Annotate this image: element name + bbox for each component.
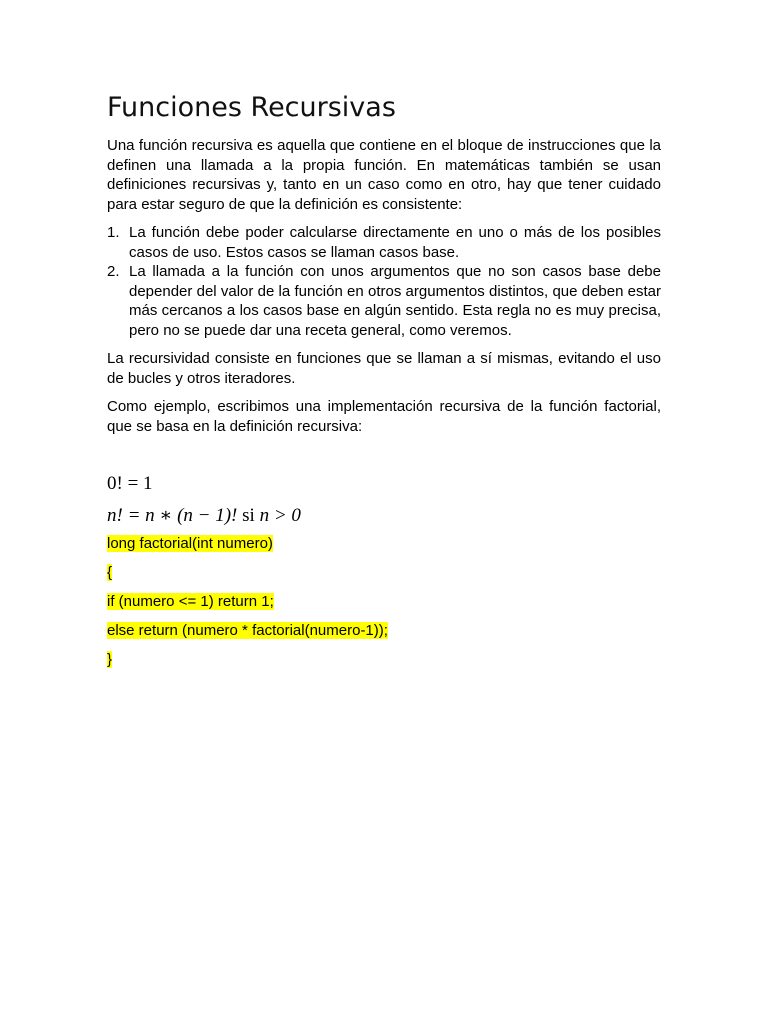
example-paragraph: Como ejemplo, escribimos una implementación recursiva de la función factorial, que se basa en la definición recursiva: [107, 398, 661, 435]
page-title: Funciones Recursivas [107, 92, 396, 123]
math-condition: n > 0 [259, 505, 301, 526]
list-item [107, 223, 661, 262]
code-line [107, 534, 661, 553]
code-line [107, 592, 661, 611]
code-line [107, 563, 661, 582]
code-line [107, 621, 661, 640]
rules-list [107, 223, 661, 340]
code-line-text: } [107, 651, 113, 668]
list-item [107, 262, 661, 340]
code-line [107, 650, 661, 669]
math-recursive-case [107, 504, 661, 528]
math-base-case [107, 472, 661, 496]
code-line-text: { [107, 564, 113, 581]
code-line-text: long factorial(int numero) [107, 535, 273, 552]
code-line-text: if (numero <= 1) return 1; [107, 593, 274, 610]
code-line-text: else return (numero * factorial(numero-1)); [107, 622, 388, 639]
intro-paragraph: Una función recursiva es aquella que contiene en el bloque de instrucciones que la definen una llamada a la propia función. En matemáticas también se usan definiciones recursivas y, tanto en un caso como en otro, hay que tener cuidado para estar seguro de que la definición es consistente: [107, 137, 661, 213]
list-item-number: 2. [107, 263, 120, 280]
list-item-number: 1. [107, 224, 120, 241]
list-item-text: La función debe poder calcularse directamente en uno o más de los posibles casos de uso. Estos casos se llaman casos base. [129, 224, 661, 261]
recursion-paragraph: La recursividad consiste en funciones que se llaman a sí mismas, evitando el uso de bucles y otros iteradores. [107, 350, 661, 387]
list-item-text: La llamada a la función con unos argumentos que no son casos base debe depender del valor de la función en otros argumentos distintos, que deben estar más cercanos a los casos base en algún sentido. Esta regla no es muy precisa, pero no se puede dar una receta general, como veremos. [129, 263, 661, 339]
document-page [107, 92, 661, 669]
math-recursive-lhs: n! = n ∗ (n − 1)! [107, 505, 238, 526]
math-base-case-text: 0! = 1 [107, 473, 153, 494]
math-si-word: si [242, 505, 255, 526]
